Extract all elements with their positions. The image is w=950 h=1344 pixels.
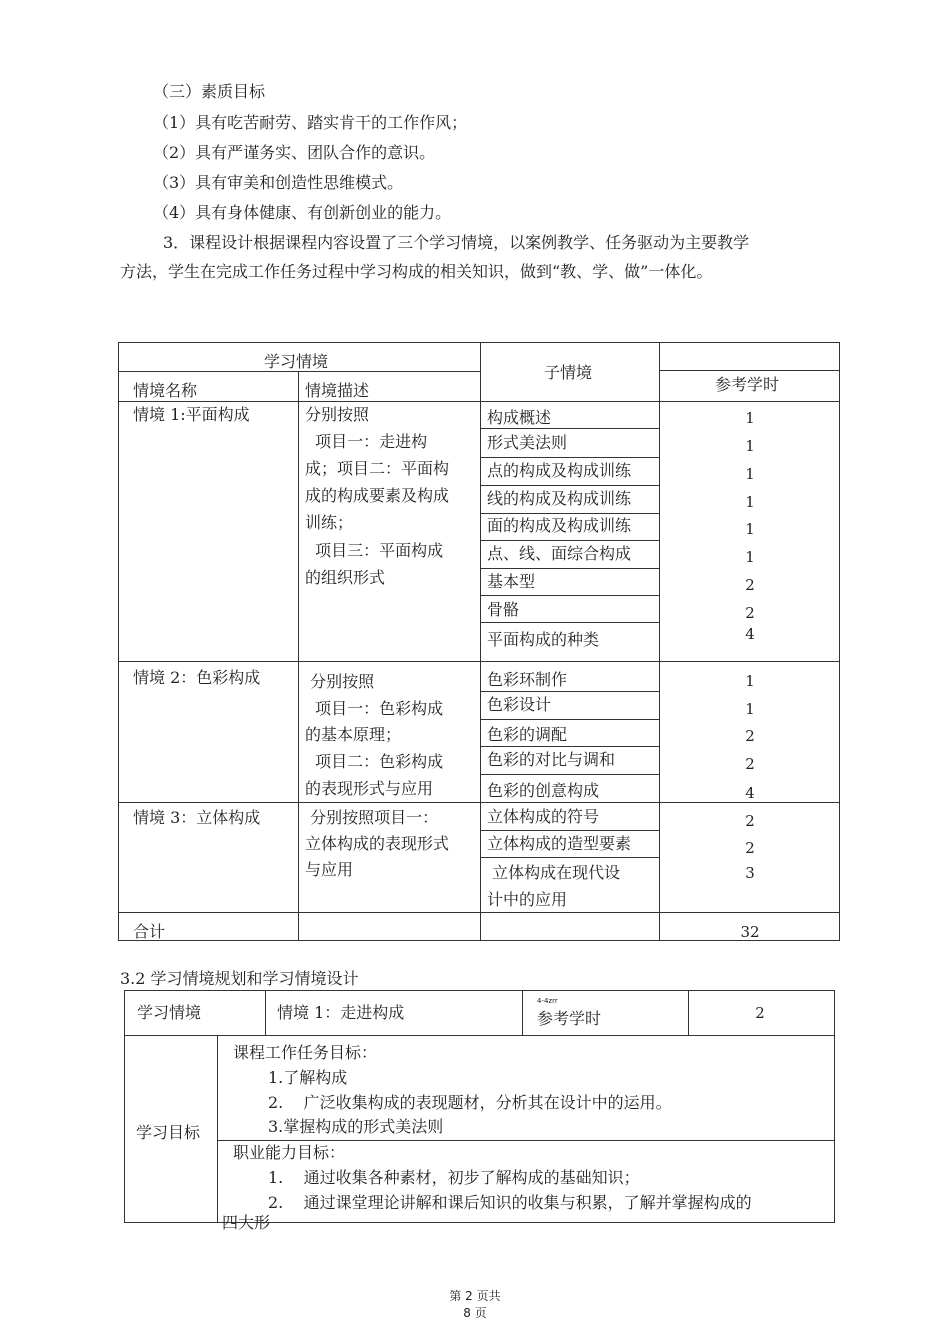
row1-value: 情境 1：走进构成 (277, 1003, 405, 1022)
hours-1-2: 1 (745, 437, 755, 455)
desc-line: 成；项目二：平面构 (305, 459, 450, 478)
desc-line: 训练； (305, 513, 354, 532)
group-2-name: 情境 2：色彩构成 (133, 668, 261, 687)
desc-line: 的组织形式 (305, 568, 386, 587)
desc-line: 与应用 (305, 860, 354, 879)
goal-item-4: （4）具有身体健康、有创新创业的能力。 (153, 203, 452, 222)
sub-2-4: 色彩的对比与调和 (487, 750, 616, 769)
table-header-sub: 子情境 (544, 363, 593, 382)
section2-title: 3.2 学习情境规划和学习情境设计 (120, 969, 359, 988)
hours-3-1: 2 (745, 812, 755, 830)
sub-3-3-cont: 计中的应用 (487, 890, 568, 909)
page-footer-line1: 第 2 页共 (449, 1289, 501, 1303)
ability-item-2: 2. 通过课堂理论讲解和课后知识的收集与积累，了解并掌握构成的 (268, 1193, 752, 1212)
goal-item-1: （1）具有吃苦耐劳、踏实肯干的工作作风； (153, 113, 468, 132)
hours-2-4: 2 (745, 755, 755, 773)
desc-line: 的表现形式与应用 (305, 779, 434, 798)
hours-2-5: 4 (745, 784, 755, 802)
page-footer-line2: 8 页 (463, 1306, 487, 1320)
section-heading: （三）素质目标 (153, 82, 266, 101)
goal-item-2: （2）具有严谨务实、团队合作的意识。 (153, 143, 436, 162)
total-hours: 32 (740, 923, 760, 941)
desc-line: 项目二：色彩构成 (305, 752, 444, 771)
hours-2-1: 1 (745, 672, 755, 690)
task-item-2: 2. 广泛收集构成的表现题材，分析其在设计中的运用。 (268, 1093, 672, 1112)
desc-line: 分别按照项目一： (305, 808, 439, 827)
sub-1-7: 基本型 (487, 572, 536, 591)
desc-line: 项目三：平面构成 (305, 541, 444, 560)
goal-label: 学习目标 (136, 1123, 201, 1142)
task-item-1: 1.了解构成 (268, 1068, 348, 1087)
hours-1-5: 1 (745, 520, 755, 538)
ability-item-3: 四大形 (222, 1213, 271, 1232)
sub-3-1: 立体构成的符号 (487, 807, 600, 826)
sub-2-5: 色彩的创意构成 (487, 781, 600, 800)
table-header-desc: 情境描述 (305, 381, 370, 400)
desc-line: 的基本原理； (305, 725, 402, 744)
hours-1-1: 1 (745, 409, 755, 427)
row1-hours: 2 (755, 1004, 765, 1022)
ability-item-1: 1. 通过收集各种素材，初步了解构成的基础知识； (268, 1168, 640, 1187)
group-1-name: 情境 1:平面构成 (133, 405, 250, 424)
sub-2-1: 色彩环制作 (487, 670, 568, 689)
goal-item-3: （3）具有审美和创造性思维模式。 (153, 173, 404, 192)
sub-1-3: 点的构成及构成训练 (487, 461, 632, 480)
design-paragraph-line2: 方法，学生在完成工作任务过程中学习构成的相关知识，做到“教、学、做”一体化。 (120, 262, 713, 281)
hours-1-6: 1 (745, 548, 755, 566)
desc-line: 分别按照 (305, 405, 370, 424)
sub-3-2: 立体构成的造型要素 (487, 834, 632, 853)
hours-1-7: 2 (745, 576, 755, 594)
ability-title: 职业能力目标： (233, 1143, 346, 1162)
sub-1-5: 面的构成及构成训练 (487, 516, 632, 535)
desc-line: 立体构成的表现形式 (305, 834, 450, 853)
ability-item-3-clip (220, 1212, 340, 1232)
desc-line: 成的构成要素及构成 (305, 486, 450, 505)
row1-hours-label: 参考学时 (537, 1009, 602, 1028)
sub-2-3: 色彩的调配 (487, 725, 568, 744)
design-paragraph-line1: 3．课程设计根据课程内容设置了三个学习情境，以案例教学、任务驱动为主要教学 (163, 233, 750, 252)
sub-1-4: 线的构成及构成训练 (487, 489, 632, 508)
group-3-name: 情境 3：立体构成 (133, 808, 261, 827)
hours-1-8: 2 (745, 604, 755, 622)
sub-1-1: 构成概述 (487, 408, 552, 427)
desc-line: 分别按照 (305, 672, 375, 691)
sub-2-2: 色彩设计 (487, 695, 552, 714)
row1-tiny-mark: 4-4zrr (537, 997, 558, 1005)
sub-1-8: 骨骼 (487, 600, 520, 619)
total-label: 合计 (133, 922, 166, 941)
sub-1-6: 点、线、面综合构成 (487, 544, 632, 563)
task-item-3: 3.掌握构成的形式美法则 (268, 1117, 444, 1136)
desc-line: 项目一：色彩构成 (305, 699, 444, 718)
hours-1-4: 1 (745, 493, 755, 511)
table-header-group: 学习情境 (264, 352, 329, 371)
hours-1-9: 4 (745, 625, 755, 643)
hours-3-2: 2 (745, 839, 755, 857)
hours-2-3: 2 (745, 727, 755, 745)
sub-1-2: 形式美法则 (487, 433, 568, 452)
desc-line: 项目一：走进构 (305, 432, 428, 451)
hours-2-2: 1 (745, 700, 755, 718)
hours-3-3: 3 (745, 864, 755, 882)
task-title: 课程工作任务目标： (233, 1043, 378, 1062)
hours-1-3: 1 (745, 465, 755, 483)
sub-3-3: 立体构成在现代设 (487, 863, 621, 882)
sub-1-9: 平面构成的种类 (487, 630, 600, 649)
table-header-name: 情境名称 (133, 381, 198, 400)
row1-label: 学习情境 (137, 1003, 202, 1022)
table-header-hours: 参考学时 (715, 375, 780, 394)
